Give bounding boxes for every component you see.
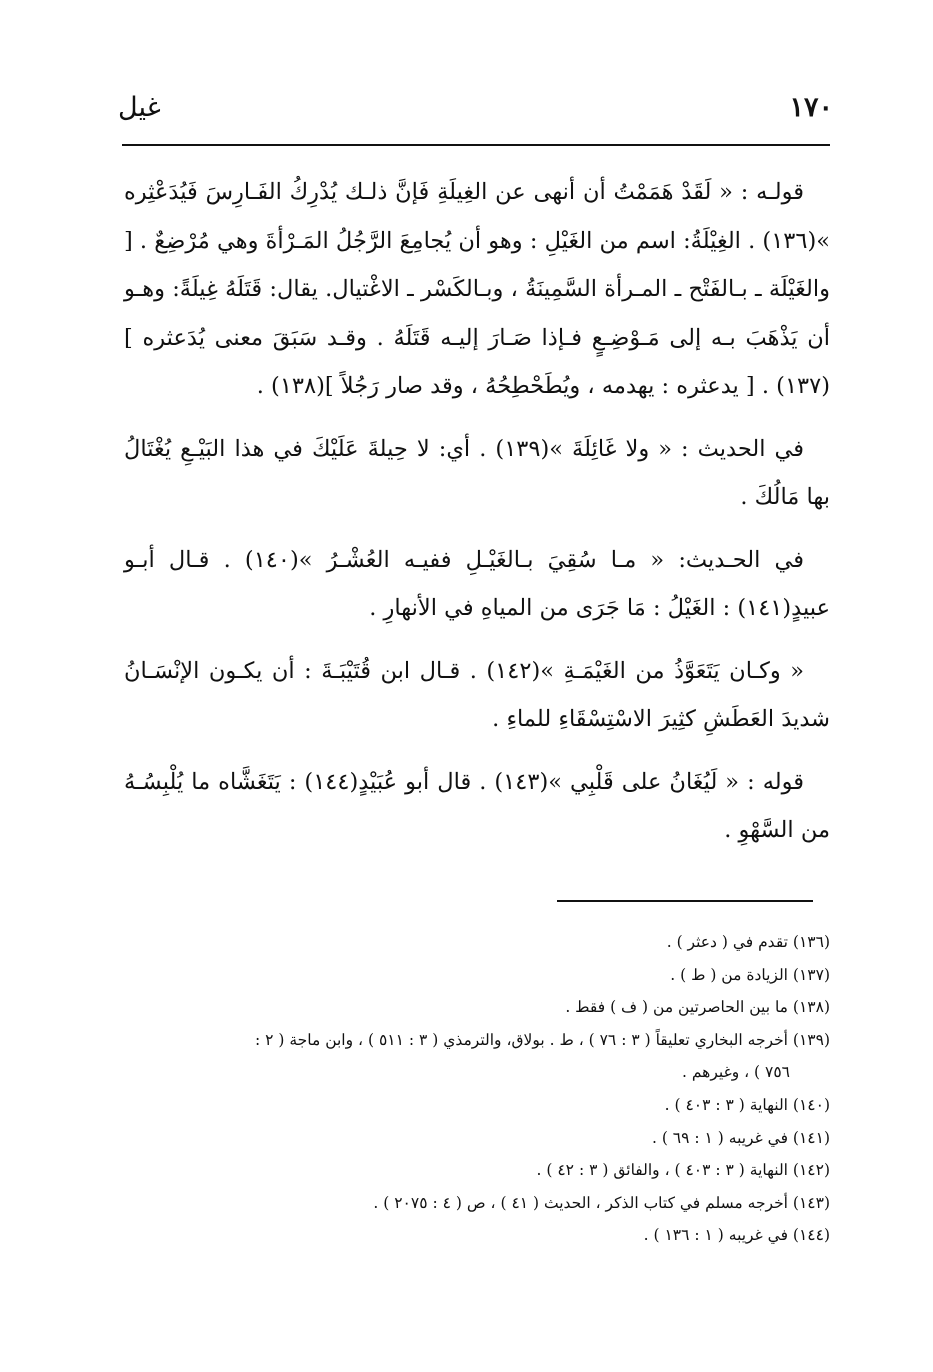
paragraph-3: في الحـديث: « مـا سُقِيَ بـالغَيْـلِ ففيـه العُشْـرُ »(١٤٠) . قـال أبـو عبيدٍ(١٤١) : الغَيْلُ : مَا جَرَى من المياهِ في الأنهارِ .	[124, 546, 830, 621]
footnote-136: (١٣٦) تقدم في ( دعثر ) .	[666, 933, 830, 951]
footnote-141: (١٤١) في غريبه ( ١ : ٦٩ ) .	[651, 1128, 830, 1147]
footnote-140: (١٤٠) النهاية ( ٣ : ٤٠٣ ) .	[664, 1095, 830, 1114]
page-number: ١٧٠	[789, 92, 833, 123]
footnote-separator	[557, 900, 813, 902]
footnote-138: (١٣٨) ما بين الحاصرتين من ( ف ) فقط .	[565, 998, 830, 1017]
paragraph-2: في الحديث : « ولا غَائِلَةَ »(١٣٩) . أي: لا حِيلةَ عَلَيْكَ في هذا البَيْـعِ يُغْتَالُ بها مَالُكَ .	[124, 435, 830, 510]
footnote-137: (١٣٧) الزيادة من ( ط ) .	[670, 965, 830, 984]
main-text	[124, 168, 830, 869]
footnote-139-continued: ٧٥٦ ) ، وغيرهم .	[682, 1063, 790, 1082]
header-rule	[122, 144, 830, 146]
footnote-143: (١٤٣) أخرجه مسلم في كتاب الذكر ، الحديث ( ٤١ ) ، ص ( ٤ : ٢٠٧٥ ) .	[373, 1193, 830, 1212]
entry-word-header: غيل	[118, 92, 161, 123]
footnote-139: (١٣٩) أخرجه البخاري تعليقاً ( ٣ : ٧٦ ) ، ط . بولاق، والترمذي ( ٣ : ٥١١ ) ، وابن ماجة ( ٢ :	[254, 1030, 830, 1049]
footnote-144: (١٤٤) في غريبه ( ١ : ١٣٦ ) .	[643, 1226, 830, 1245]
footnotes	[108, 926, 830, 1252]
paragraph-5: قوله : « لَيُغَانُ على قَلْبِي »(١٤٣) . قال أبو عُبَيْدٍ(١٤٤) : يَتَغَشَّاه ما يُلْبِسُـهُ من السَّهْوِ .	[124, 768, 830, 843]
paragraph-4: « وكـان يَتَعَوَّذُ من الغَيْمَـةِ »(١٤٢) . قـال ابن قُتَيْبَـةَ : أن يكـون الإنْسَـانُ شديدَ العَطَشِ كثِيرَ الاسْتِسْقَاءِ للماءِ .	[124, 657, 830, 732]
paragraph-1: قولـه : « لَقَدْ هَمَمْتُ أن أنهى عن الغِيلَةِ فَإنَّ ذلـك يُدْرِكُ الفَـارِسَ فَيُدَعْثِره »(١٣٦) . الغِيْلَةُ: اسم من الغَيْلِ : وهو أن يُجامِعَ الرَّجُلُ المَـرْأةَ وهي مُرْضِعٌ . [ والغَيْلَة ـ بـالفَتْح ـ المـرأة السَّمِينَةُ ، وبـالكَسْر ـ الاغْتيال. يقال: قَتَلَهُ غِيلَةً: وهـو أن يَذْهَبَ بـه إلى مَـوْضِـعٍ فـإذا صَـارَ إليـه قَتَلَهُ . وقـد سَبَقَ معنى يُدَعثره ](١٣٧) . [ يدعثره : يهدمه ، ويُطَحْطِحُهُ ، وقد صار رَجُلاً ](١٣٨) .	[124, 179, 830, 399]
footnote-142: (١٤٢) النهاية ( ٣ : ٤٠٣ ) ، والفائق ( ٣ : ٤٢ ) .	[536, 1161, 830, 1180]
